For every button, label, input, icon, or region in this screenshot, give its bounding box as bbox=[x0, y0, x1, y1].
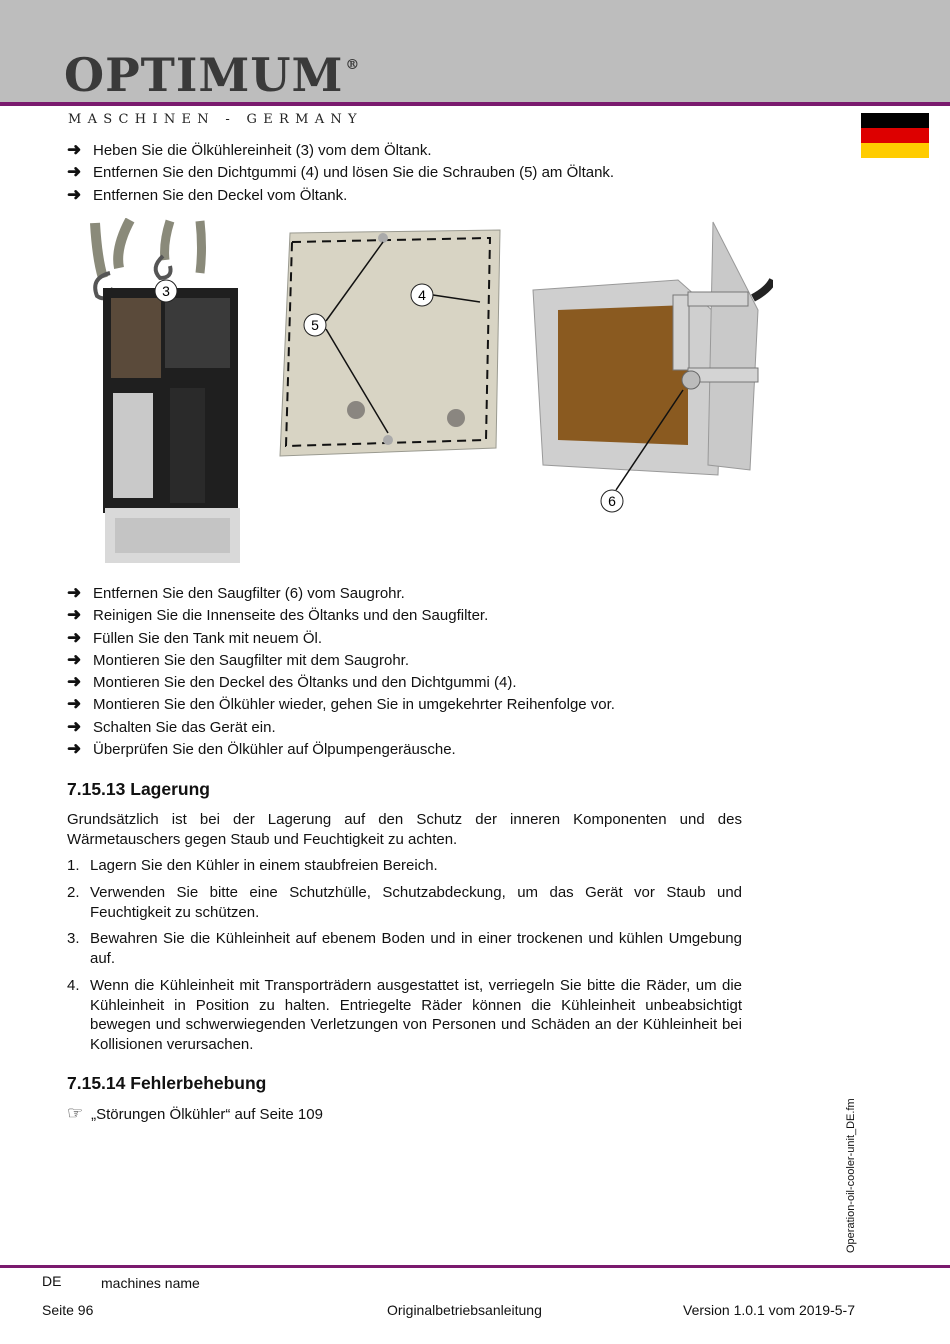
list-item: ➜ Reinigen Sie die Innenseite des Öltanks und den Saugfilter. bbox=[67, 604, 615, 626]
list-item: ➜ Heben Sie die Ölkühlereinheit (3) vom dem Öltank. bbox=[67, 139, 614, 161]
list-item: ➜ Montieren Sie den Saugfilter mit dem Saugrohr. bbox=[67, 649, 615, 671]
photo-tank-lid bbox=[278, 228, 523, 463]
arrow-icon: ➜ bbox=[67, 583, 82, 602]
storage-item-2: 2. Verwenden Sie bitte eine Schutzhülle, Schutzabdeckung, um das Gerät vor Staub und Feuchtigkeit zu schützen. bbox=[67, 884, 742, 921]
list-item: ➜ Entfernen Sie den Deckel vom Öltank. bbox=[67, 184, 614, 206]
list-item: ➜ Überprüfen Sie den Ölkühler auf Ölpumpengeräusche. bbox=[67, 738, 615, 760]
steps-top-list bbox=[67, 139, 614, 206]
pointing-hand-icon: ☞ bbox=[67, 1103, 84, 1123]
arrow-icon: ➜ bbox=[67, 694, 82, 714]
arrow-icon: ➜ bbox=[67, 627, 82, 647]
arrow-icon: ➜ bbox=[67, 140, 82, 159]
photo-cooler-unit bbox=[85, 218, 245, 568]
list-item: ➜ Montieren Sie den Deckel des Öltanks und den Dichtgummi (4). bbox=[67, 671, 615, 693]
list-item: ➜ Schalten Sie das Gerät ein. bbox=[67, 716, 615, 738]
list-item: ➜ Montieren Sie den Ölkühler wieder, gehen Sie in umgekehrter Reihenfolge vor. bbox=[67, 693, 615, 715]
storage-item-3: 3. Bewahren Sie die Kühleinheit auf ebenem Boden und in einer trockenen und kühlen Umgebung auf. bbox=[67, 930, 742, 967]
header-divider bbox=[0, 102, 950, 106]
steps-bottom-list bbox=[67, 582, 615, 760]
german-flag-icon bbox=[861, 113, 929, 158]
callout-4: 4 bbox=[418, 287, 426, 303]
arrow-icon: ➜ bbox=[67, 739, 82, 759]
footer-version: Version 1.0.1 vom 2019-5-7 bbox=[683, 1302, 855, 1318]
storage-item-4: 4. Wenn die Kühleinheit mit Transporträdern ausgestattet ist, verriegeln Sie bitte die Räder, um die Kühleinheit in Position zu halten. Entriegelte Räder können die Kühleinheit unbeabsichtigt bewegen und schwerwiegenden Verletzungen von Personen und Schäden an der Kühleinheit bei Kollisionen verursachen. bbox=[67, 977, 742, 1053]
list-item: ➜ Entfernen Sie den Saugfilter (6) vom Saugrohr. bbox=[67, 582, 615, 604]
arrow-icon: ➜ bbox=[67, 162, 82, 182]
callout-3: 3 bbox=[162, 283, 170, 299]
file-label: Operation-oil-cooler-unit_DE.fm bbox=[845, 1098, 857, 1253]
arrow-icon: ➜ bbox=[67, 716, 82, 736]
brand-logo: OPTIMUM ® bbox=[64, 48, 361, 102]
cross-reference-link[interactable]: ☞ „Störungen Ölkühler“ auf Seite 109 bbox=[67, 1103, 323, 1123]
callout-6: 6 bbox=[608, 493, 616, 509]
footer-document-type: Originalbetriebsanleitung bbox=[387, 1302, 542, 1318]
heading-troubleshooting: 7.15.14 Fehlerbehebung bbox=[67, 1073, 267, 1093]
heading-storage: 7.15.13 Lagerung bbox=[67, 779, 210, 799]
list-item: ➜ Entfernen Sie den Dichtgummi (4) und lösen Sie die Schrauben (5) am Öltank. bbox=[67, 161, 614, 183]
footer-page-number: Seite 96 bbox=[42, 1302, 94, 1318]
footer-machine-name: machines name bbox=[101, 1275, 200, 1291]
arrow-icon: ➜ bbox=[67, 649, 82, 669]
footer-divider bbox=[0, 1265, 950, 1268]
footer-language: DE bbox=[42, 1273, 62, 1289]
brand-tagline: MASCHINEN - GERMANY bbox=[68, 112, 363, 127]
storage-intro: Grundsätzlich ist bei der Lagerung auf den Schutz der inneren Komponenten und des Wärmetauschers gegen Staub und Feuchtigkeit zu achten. bbox=[67, 811, 742, 848]
arrow-icon: ➜ bbox=[67, 672, 82, 692]
storage-item-1: 1. Lagern Sie den Kühler in einem staubfreien Bereich. bbox=[67, 857, 438, 874]
photo-open-tank bbox=[528, 220, 773, 520]
callout-5: 5 bbox=[311, 317, 319, 333]
arrow-icon: ➜ bbox=[67, 605, 82, 625]
arrow-icon: ➜ bbox=[67, 184, 82, 204]
list-item: ➜ Füllen Sie den Tank mit neuem Öl. bbox=[67, 627, 615, 649]
